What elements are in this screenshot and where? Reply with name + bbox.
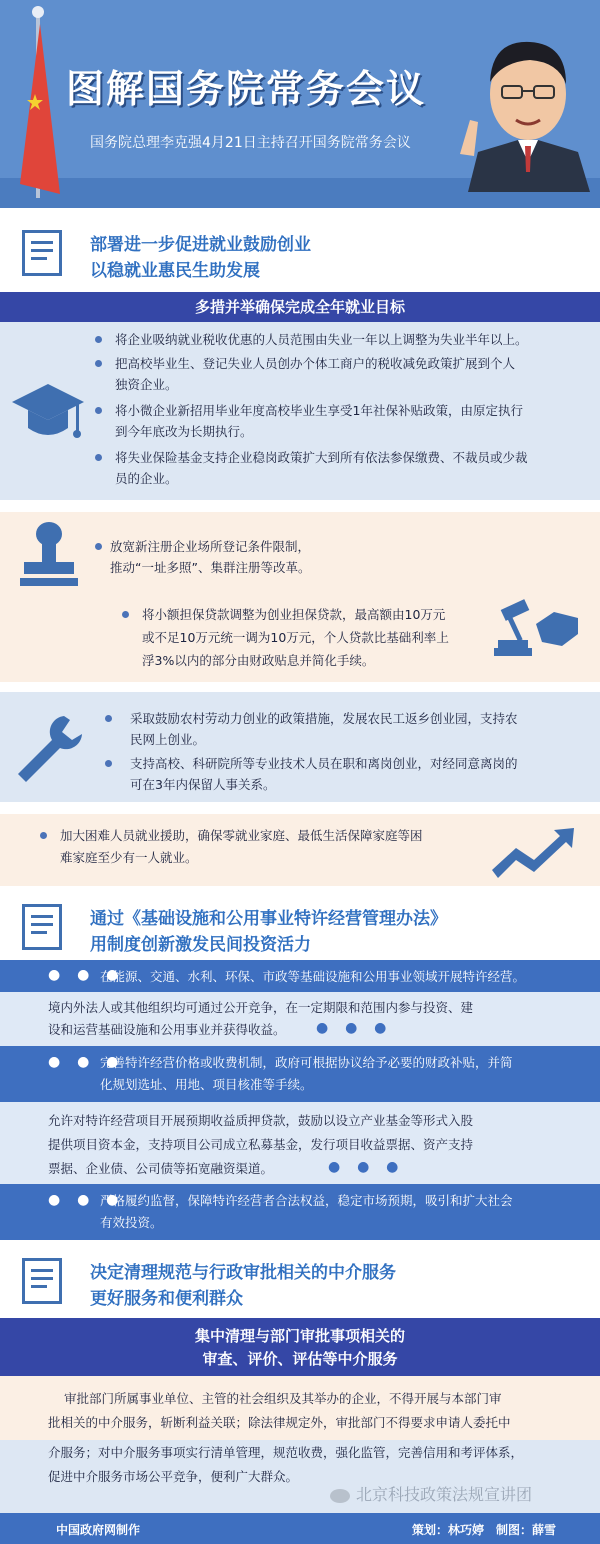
policy-text: 难家庭至少有一人就业。	[60, 850, 198, 865]
footer-credit-left: 中国政府网制作	[56, 1523, 141, 1537]
concession-text: 严格履约监督，保障特许经营者合法权益，稳定市场预期，吸引和扩大社会	[100, 1193, 513, 1208]
watermark	[330, 1482, 532, 1505]
policy-text: 加大困难人员就业援助，确保零就业家庭、最低生活保障家庭等困	[60, 828, 423, 843]
concession-text: 在能源、交通、水利、环保、市政等基础设施和公用事业领域开展特许经营。	[100, 969, 526, 984]
stamp-icon	[18, 520, 80, 592]
concession-text: 有效投资。	[100, 1215, 163, 1230]
intermediary-text: 审批部门所属事业单位、主管的社会组织及其举办的企业，不得开展与本部门审	[64, 1391, 502, 1406]
section1-heading	[0, 208, 600, 292]
section2-heading	[0, 890, 600, 960]
premier-portrait	[458, 22, 598, 192]
gavel-handshake-icon	[492, 594, 582, 660]
section3-heading	[0, 1240, 600, 1318]
policy-text: 支持高校、科研院所等专业技术人员在职和离岗创业，对经同意离岗的	[130, 756, 518, 771]
policy-text: 民网上创业。	[130, 732, 206, 747]
concession-text: 允许对特许经营项目开展预期收益质押贷款，鼓励以设立产业基金等形式入股	[48, 1113, 474, 1128]
intermediary-text: 介服务；对中介服务事项实行清单管理，规范收费，强化监管，完善信用和考评体系，	[48, 1445, 524, 1460]
header-banner	[0, 0, 600, 208]
section1-title-line2: 以稳就业惠民生助发展	[90, 261, 260, 281]
concession-text: 化规划选址、用地、项目核准等手续。	[100, 1077, 313, 1092]
policy-text: 到今年底改为长期执行。	[115, 424, 253, 439]
watermark-text: 北京科技政策法规宣讲团	[356, 1485, 533, 1504]
policy-text: 可在3年内保留人事关系。	[130, 777, 276, 792]
policy-text: 独资企业。	[115, 377, 178, 392]
intermediary-text-top	[0, 1376, 600, 1440]
wrench-icon	[12, 712, 84, 784]
bullet-dots: ● ● ●	[316, 1020, 393, 1036]
bullet-dots: ● ● ●	[48, 1192, 125, 1208]
section2-title-line1: 通过《基础设施和公用事业特许经营管理办法》	[90, 909, 447, 929]
footer-credit-right: 策划：林巧婷 制图：薛雪	[412, 1523, 557, 1537]
concession-row	[0, 1046, 600, 1102]
intermediary-text: 批相关的中介服务，斩断利益关联；除法律规定外，审批部门不得要求申请人委托中	[48, 1415, 511, 1430]
document-icon	[22, 904, 62, 950]
page-subtitle: 国务院总理李克强4月21日主持召开国务院常务会议	[90, 135, 411, 151]
policy-text: 将失业保险基金支持企业稳岗政策扩大到所有依法参保缴费、不裁员或少裁	[115, 450, 528, 465]
section3-title-line2: 更好服务和便利群众	[90, 1289, 243, 1309]
policy-text: 将小微企业新招用毕业年度高校毕业生享受1年社保补贴政策，由原定执行	[115, 403, 523, 418]
concession-text: 设和运营基础设施和公用事业并获得收益。	[48, 1022, 286, 1037]
policy-text: 员的企业。	[115, 471, 178, 486]
policy-text: 浮3%以内的部分由财政贴息并简化手续。	[142, 653, 375, 668]
policy-block-rural	[0, 692, 600, 802]
concession-row	[0, 1102, 600, 1184]
policy-block-tax	[0, 322, 600, 500]
section2-title-line2: 用制度创新激发民间投资活力	[90, 935, 311, 955]
bar-line: 集中清理与部门审批事项相关的	[194, 1327, 405, 1345]
concession-row	[0, 992, 600, 1046]
concession-row	[0, 1184, 600, 1240]
page-title: 图解国务院常务会议	[66, 67, 427, 111]
policy-text: 推动“一址多照”、集群注册等改革。	[110, 560, 311, 575]
graduation-cap-icon	[12, 380, 84, 450]
concession-row	[0, 960, 600, 992]
footer	[0, 1513, 600, 1544]
document-icon	[22, 1258, 62, 1304]
section3-title-line1: 决定清理规范与行政审批相关的中介服务	[90, 1263, 396, 1283]
concession-text: 提供项目资本金，支持项目公司成立私募基金，发行项目收益票据、资产支持	[48, 1137, 474, 1152]
intermediary-text: 促进中介服务市场公平竞争，便利广大群众。	[48, 1469, 299, 1484]
policy-text: 放宽新注册企业场所登记条件限制，	[110, 539, 311, 554]
policy-text: 采取鼓励农村劳动力创业的政策措施，发展农民工返乡创业园，支持农	[130, 711, 518, 726]
policy-text: 或不足10万元统一调为10万元，个人贷款比基础利率上	[142, 630, 449, 645]
policy-text: 把高校毕业生、登记失业人员创办个体工商户的税收减免政策扩展到个人	[115, 356, 516, 371]
section1-subheading-bar: 多措并举确保完成全年就业目标	[0, 292, 600, 322]
flagpole-knob	[32, 6, 44, 18]
growth-chart-icon	[488, 826, 578, 880]
section3-subheading-bar	[0, 1318, 600, 1376]
wechat-icon	[330, 1489, 350, 1503]
policy-text: 将企业吸纳就业税收优惠的人员范围由失业一年以上调整为失业半年以上。	[115, 332, 528, 347]
bullet-dots: ● ● ●	[48, 967, 125, 983]
policy-block-registration	[0, 512, 600, 682]
document-icon	[22, 230, 62, 276]
bullet-dots: ● ● ●	[328, 1159, 405, 1175]
section1-title-line1: 部署进一步促进就业鼓励创业	[90, 235, 311, 255]
concession-text: 票据、企业债、公司债等拓宽融资渠道。	[48, 1161, 274, 1176]
policy-text: 将小额担保贷款调整为创业担保贷款，最高额由10万元	[142, 607, 446, 622]
concession-text: 完善特许经营价格或收费机制，政府可根据协议给予必要的财政补贴，并简	[100, 1055, 513, 1070]
bar-line: 审查、评价、评估等中介服务	[202, 1350, 398, 1368]
concession-text: 境内外法人或其他组织均可通过公开竞争，在一定期限和范围内参与投资、建	[48, 1000, 474, 1015]
policy-block-assistance	[0, 814, 600, 886]
bullet-dots: ● ● ●	[48, 1054, 125, 1070]
